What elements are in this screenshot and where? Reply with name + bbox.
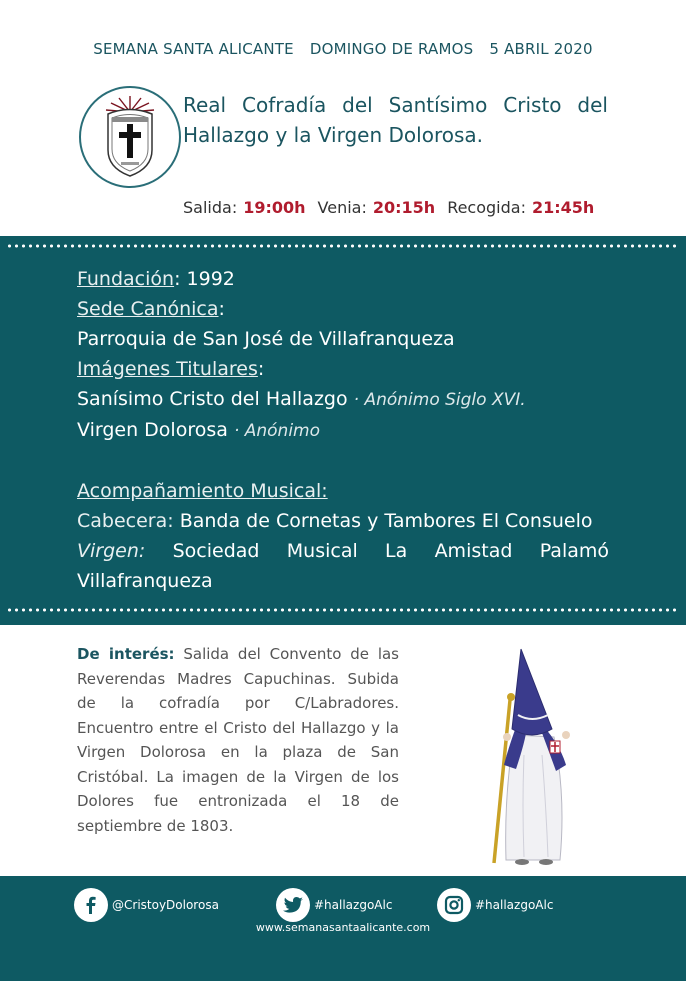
imagen1-name: Sanísimo Cristo del Hallazgo: [77, 388, 348, 410]
header-date: 5 ABRIL 2020: [489, 40, 593, 58]
venia-time: 20:15h: [372, 198, 436, 217]
salida-time: 19:00h: [243, 198, 306, 217]
imagen2-author: · Anónimo: [233, 421, 321, 441]
page-title: Real Cofradía del Santísimo Cristo del Hallazgo y la Virgen Dolorosa.: [183, 93, 608, 147]
recogida-time: 21:45h: [531, 198, 595, 217]
website-link[interactable]: www.semanasantaalicante.com: [255, 921, 431, 934]
schedule: [183, 198, 600, 217]
recogida-label: Recogida:: [447, 198, 526, 217]
interest-label: De interés:: [77, 645, 175, 663]
info-content: [77, 264, 609, 596]
sede-label: Sede Canónica: [77, 298, 219, 320]
twitter-icon: [276, 888, 310, 922]
virgen-value: Sociedad Musical La Amistad Palamó Villafranqueza: [77, 540, 610, 592]
interest-text: [77, 642, 399, 838]
musica-label: Acompañamiento Musical:: [77, 480, 328, 502]
imagen2-name: Virgen Dolorosa: [77, 419, 228, 441]
virgen-label: Virgen:: [77, 540, 146, 562]
fundacion-value: 1992: [186, 268, 235, 290]
nazareno-illustration: [474, 645, 594, 870]
info-panel: [0, 236, 686, 625]
imagen1-row: [77, 384, 609, 415]
header-city: SEMANA SANTA ALICANTE: [93, 40, 294, 58]
instagram-link[interactable]: [437, 888, 553, 922]
imagenes-label: Imágenes Titulares: [77, 358, 258, 380]
venia-label: Venia:: [317, 198, 367, 217]
dotted-divider-bottom: [6, 608, 680, 612]
dotted-divider-top: [6, 244, 680, 248]
facebook-link[interactable]: [74, 888, 219, 922]
brotherhood-logo: [79, 86, 181, 188]
header-day: DOMINGO DE RAMOS: [309, 40, 474, 58]
cross-shield-icon: [81, 88, 179, 186]
footer: [0, 876, 686, 981]
cabecera-row: [77, 506, 609, 536]
twitter-handle: #hallazgoAlc: [314, 898, 393, 912]
imagenes-row: Imágenes Titulares:: [77, 358, 265, 380]
sede-value: Parroquia de San José de Villafranqueza: [77, 328, 455, 350]
virgen-row: [77, 536, 609, 596]
fundacion-row: Fundación: 1992: [77, 268, 235, 290]
imagen2-row: [77, 415, 609, 446]
facebook-handle: @CristoyDolorosa: [112, 898, 219, 912]
instagram-icon: [437, 888, 471, 922]
imagen1-author: · Anónimo Siglo XVI.: [353, 390, 526, 410]
header-bar: [0, 40, 686, 58]
sede-row: Sede Canónica:: [77, 298, 225, 320]
cabecera-label: Cabecera:: [77, 510, 174, 532]
facebook-icon: [74, 888, 108, 922]
cabecera-value: Banda de Cornetas y Tambores El Consuelo: [179, 510, 593, 532]
instagram-handle: #hallazgoAlc: [475, 898, 554, 912]
fundacion-label: Fundación: [77, 268, 175, 290]
twitter-link[interactable]: [276, 888, 392, 922]
salida-label: Salida:: [183, 198, 238, 217]
musica-row: [77, 476, 609, 506]
interest-body: Salida del Convento de las Reverendas Madres Capuchinas. Subida de la cofradía por C/Labradores. Encuentro entre el Cristo del Hallazgo y la Virgen Dolorosa en la plaza de San Cristóbal. La imagen de la Virgen de los Dolores fue entronizada el 18 de septiembre de 1803.: [77, 645, 399, 835]
